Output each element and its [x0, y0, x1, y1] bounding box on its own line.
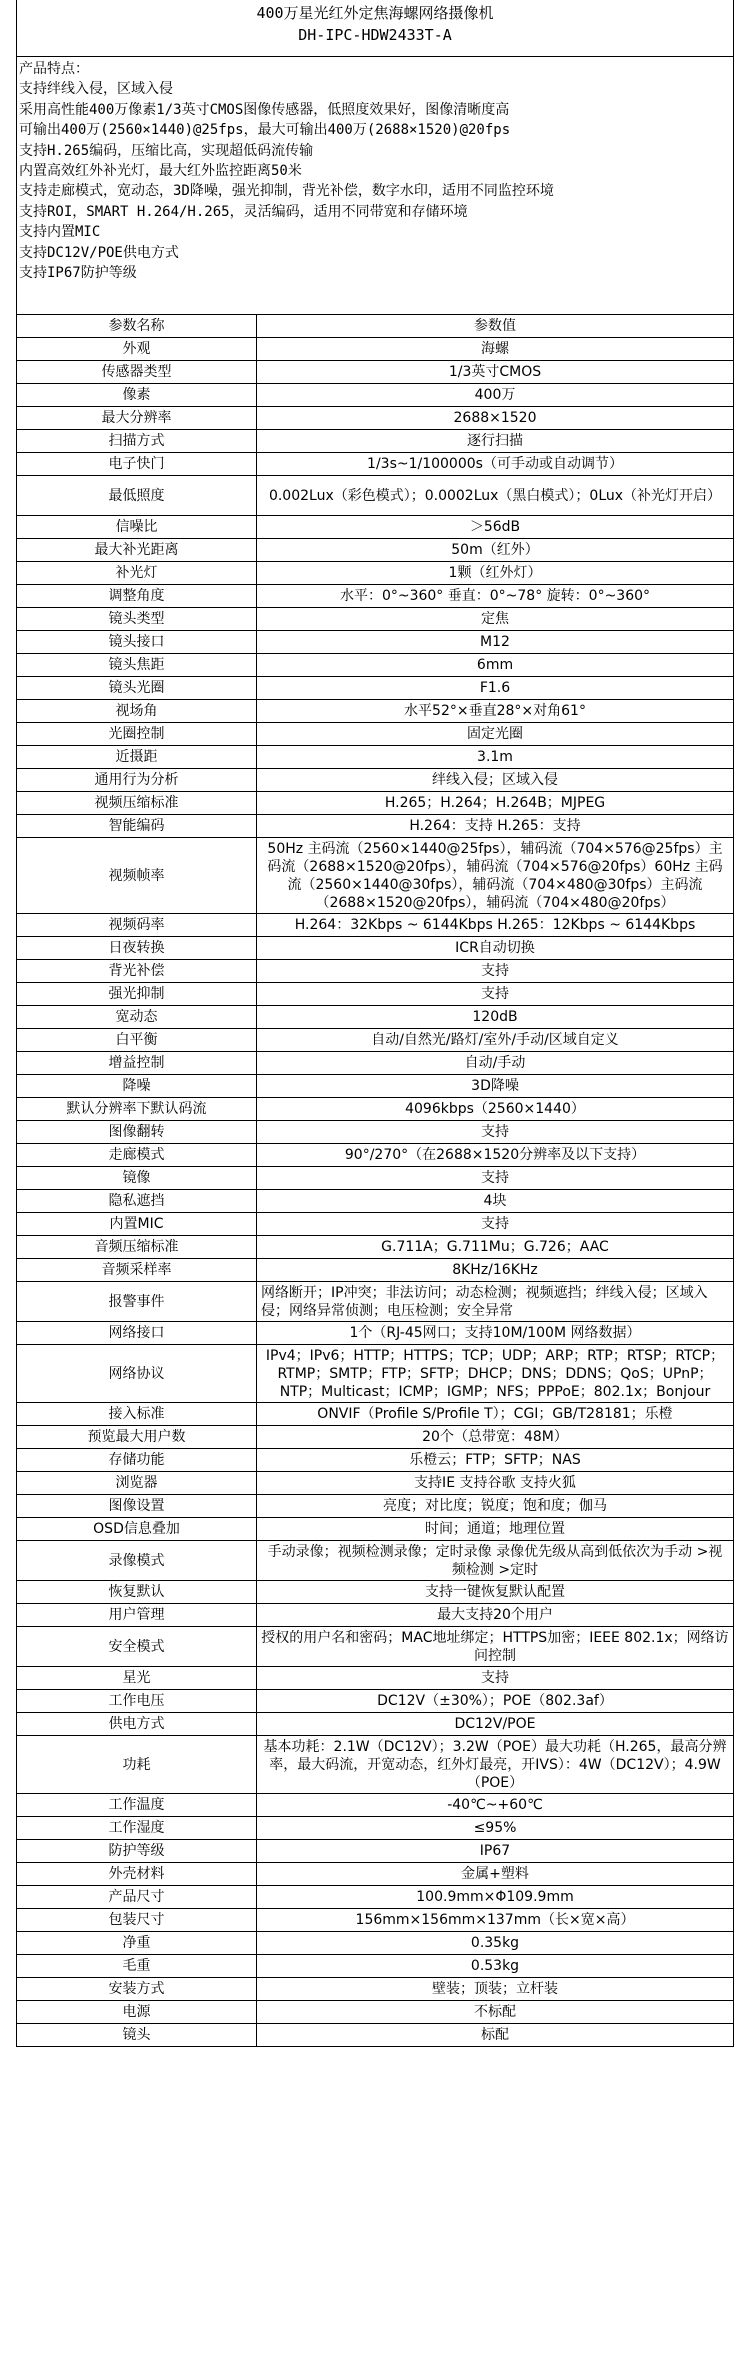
table-row: [17, 838, 734, 914]
param-name: 像素: [17, 384, 257, 407]
param-name: 网络协议: [17, 1345, 257, 1403]
table-row: [17, 1006, 734, 1029]
table-row: [17, 1322, 734, 1345]
title-block: [16, 0, 734, 56]
param-name: 毛重: [17, 1955, 257, 1978]
param-name: 镜头类型: [17, 608, 257, 631]
param-name: 产品尺寸: [17, 1886, 257, 1909]
feature-lines: [19, 79, 731, 283]
param-value: 2688×1520: [257, 407, 734, 430]
features-heading: 产品特点：: [19, 61, 89, 77]
param-value: 0.53kg: [257, 1955, 734, 1978]
spec-table: [16, 314, 734, 2047]
param-value: 逐行扫描: [257, 430, 734, 453]
feature-line: 采用高性能400万像素1/3英寸CMOS图像传感器，低照度效果好，图像清晰度高: [19, 101, 510, 118]
param-value: 授权的用户名和密码；MAC地址绑定；HTTPS加密；IEEE 802.1x；网络访问控制: [257, 1627, 734, 1667]
param-value: 支持IE 支持谷歌 支持火狐: [257, 1472, 734, 1495]
table-row: [17, 677, 734, 700]
param-name: 供电方式: [17, 1713, 257, 1736]
param-value: 支持: [257, 1667, 734, 1690]
feature-line: 内置高效红外补光灯，最大红外监控距离50米: [19, 163, 302, 180]
param-value: 0.35kg: [257, 1932, 734, 1955]
param-value: ≤95%: [257, 1817, 734, 1840]
param-value: 乐橙云；FTP；SFTP；NAS: [257, 1449, 734, 1472]
feature-line: 支持走廊模式，宽动态，3D降噪，强光抑制，背光补偿，数字水印，适用不同监控环境: [19, 183, 554, 200]
table-row: [17, 384, 734, 407]
param-value: 支持: [257, 983, 734, 1006]
param-name: 最大补光距离: [17, 539, 257, 562]
param-name: 视频帧率: [17, 838, 257, 914]
table-row: [17, 1098, 734, 1121]
param-value: 1/3英寸CMOS: [257, 361, 734, 384]
table-row: [17, 700, 734, 723]
table-row: [17, 1955, 734, 1978]
table-row: [17, 1840, 734, 1863]
table-row: [17, 1213, 734, 1236]
param-value: 自动/自然光/路灯/室外/手动/区域自定义: [257, 1029, 734, 1052]
table-header-row: [17, 315, 734, 338]
table-row: [17, 1690, 734, 1713]
table-row: [17, 1604, 734, 1627]
param-name: 存储功能: [17, 1449, 257, 1472]
table-row: [17, 1426, 734, 1449]
table-row: [17, 1978, 734, 2001]
param-name: 包装尺寸: [17, 1909, 257, 1932]
table-row: [17, 914, 734, 937]
param-name: 镜头: [17, 2024, 257, 2047]
table-row: [17, 1190, 734, 1213]
param-value: 标配: [257, 2024, 734, 2047]
param-name: 外壳材料: [17, 1863, 257, 1886]
param-value: H.265；H.264；H.264B；MJPEG: [257, 792, 734, 815]
param-name: 白平衡: [17, 1029, 257, 1052]
feature-line: 支持H.265编码，压缩比高，实现超低码流传输: [19, 142, 314, 159]
param-name: 安全模式: [17, 1627, 257, 1667]
param-name: 默认分辨率下默认码流: [17, 1098, 257, 1121]
param-value: F1.6: [257, 677, 734, 700]
feature-line: 支持内置MIC: [19, 224, 101, 241]
param-name: 星光: [17, 1667, 257, 1690]
param-value: 8KHz/16KHz: [257, 1259, 734, 1282]
table-row: [17, 1627, 734, 1667]
table-row: [17, 937, 734, 960]
table-row: [17, 476, 734, 516]
spec-sheet: [16, 0, 734, 2047]
table-row: [17, 1236, 734, 1259]
param-name: OSD信息叠加: [17, 1518, 257, 1541]
param-name: 增益控制: [17, 1052, 257, 1075]
table-row: [17, 1052, 734, 1075]
param-value: 4块: [257, 1190, 734, 1213]
param-value: 支持: [257, 1167, 734, 1190]
param-name: 光圈控制: [17, 723, 257, 746]
param-name: 镜头焦距: [17, 654, 257, 677]
param-name: 视频码率: [17, 914, 257, 937]
param-name: 音频压缩标准: [17, 1236, 257, 1259]
table-row: [17, 1345, 734, 1403]
table-row: [17, 361, 734, 384]
table-row: [17, 1259, 734, 1282]
table-row: [17, 769, 734, 792]
param-value: -40℃~+60℃: [257, 1794, 734, 1817]
table-row: [17, 983, 734, 1006]
param-value: 120dB: [257, 1006, 734, 1029]
feature-line: 可输出400万(2560×1440)@25fps，最大可输出400万(2688×1520)@20fps: [19, 122, 511, 139]
table-row: [17, 608, 734, 631]
table-row: [17, 539, 734, 562]
param-value: 6mm: [257, 654, 734, 677]
feature-line: 支持IP67防护等级: [19, 265, 137, 282]
param-name: 浏览器: [17, 1472, 257, 1495]
param-value: 手动录像；视频检测录像；定时录像 录像优先级从高到低依次为手动 >视频检测 >定时: [257, 1541, 734, 1581]
table-row: [17, 960, 734, 983]
param-name: 最低照度: [17, 476, 257, 516]
param-value: 3D降噪: [257, 1075, 734, 1098]
table-row: [17, 1667, 734, 1690]
table-row: [17, 1886, 734, 1909]
param-value: IPv4；IPv6；HTTP；HTTPS；TCP；UDP；ARP；RTP；RTSP；RTCP；RTMP；SMTP；FTP；SFTP；DHCP；DNS；DDNS；QoS；UPnP；NTP；Multicast；ICMP；IGMP；NFS；PPPoE；802.1x；Bonjour: [257, 1345, 734, 1403]
param-name: 内置MIC: [17, 1213, 257, 1236]
param-value: 金属+塑料: [257, 1863, 734, 1886]
param-value: 1个（RJ-45网口；支持10M/100M 网络数据）: [257, 1322, 734, 1345]
param-value: 50m（红外）: [257, 539, 734, 562]
param-value: 水平：0°~360° 垂直：0°~78° 旋转：0°~360°: [257, 585, 734, 608]
table-row: [17, 338, 734, 361]
param-name: 隐私遮挡: [17, 1190, 257, 1213]
table-row: [17, 1075, 734, 1098]
table-row: [17, 1029, 734, 1052]
param-value: 网络断开；IP冲突；非法访问；动态检测；视频遮挡；绊线入侵；区域入侵；网络异常侦测；电压检测；安全异常: [257, 1282, 734, 1322]
param-value: ＞56dB: [257, 516, 734, 539]
param-name: 镜头接口: [17, 631, 257, 654]
param-name: 恢复默认: [17, 1581, 257, 1604]
feature-line: 支持DC12V/POE供电方式: [19, 244, 179, 261]
header-param-name: 参数名称: [17, 315, 257, 338]
param-name: 图像翻转: [17, 1121, 257, 1144]
table-row: [17, 2024, 734, 2047]
table-row: [17, 1495, 734, 1518]
table-row: [17, 1909, 734, 1932]
product-title: 400万星光红外定焦海螺网络摄像机: [256, 4, 494, 22]
param-value: H.264：32Kbps ~ 6144Kbps H.265：12Kbps ~ 6144Kbps: [257, 914, 734, 937]
param-value: 4096kbps（2560×1440）: [257, 1098, 734, 1121]
param-name: 用户管理: [17, 1604, 257, 1627]
param-value: ICR自动切换: [257, 937, 734, 960]
param-name: 镜头光圈: [17, 677, 257, 700]
param-name: 传感器类型: [17, 361, 257, 384]
param-name: 接入标准: [17, 1403, 257, 1426]
param-name: 防护等级: [17, 1840, 257, 1863]
param-name: 日夜转换: [17, 937, 257, 960]
table-row: [17, 1713, 734, 1736]
param-value: 固定光圈: [257, 723, 734, 746]
table-row: [17, 792, 734, 815]
header-param-value: 参数值: [257, 315, 734, 338]
param-value: M12: [257, 631, 734, 654]
param-name: 安装方式: [17, 1978, 257, 2001]
table-row: [17, 430, 734, 453]
param-name: 扫描方式: [17, 430, 257, 453]
param-name: 预览最大用户数: [17, 1426, 257, 1449]
param-name: 降噪: [17, 1075, 257, 1098]
param-name: 补光灯: [17, 562, 257, 585]
param-name: 图像设置: [17, 1495, 257, 1518]
param-name: 外观: [17, 338, 257, 361]
param-name: 视频压缩标准: [17, 792, 257, 815]
param-value: 自动/手动: [257, 1052, 734, 1075]
param-name: 调整角度: [17, 585, 257, 608]
param-value: 支持: [257, 1121, 734, 1144]
param-value: 亮度；对比度；锐度；饱和度；伽马: [257, 1495, 734, 1518]
table-row: [17, 1794, 734, 1817]
param-value: 支持: [257, 1213, 734, 1236]
param-name: 音频采样率: [17, 1259, 257, 1282]
table-row: [17, 1863, 734, 1886]
feature-line: 支持ROI，SMART H.264/H.265，灵活编码，适用不同带宽和存储环境: [19, 203, 468, 220]
param-value: 100.9mm×Φ109.9mm: [257, 1886, 734, 1909]
param-name: 背光补偿: [17, 960, 257, 983]
param-name: 信噪比: [17, 516, 257, 539]
table-row: [17, 1167, 734, 1190]
param-name: 近摄距: [17, 746, 257, 769]
table-row: [17, 1403, 734, 1426]
table-row: [17, 453, 734, 476]
table-row: [17, 516, 734, 539]
param-name: 视场角: [17, 700, 257, 723]
table-row: [17, 1541, 734, 1581]
param-value: DC12V/POE: [257, 1713, 734, 1736]
param-name: 工作电压: [17, 1690, 257, 1713]
param-value: 支持一键恢复默认配置: [257, 1581, 734, 1604]
table-row: [17, 1817, 734, 1840]
param-value: 基本功耗：2.1W（DC12V）；3.2W（POE）最大功耗（H.265，最高分辨率，最大码流，开宽动态，红外灯最亮，开IVS）：4W（DC12V）；4.9W（POE）: [257, 1736, 734, 1794]
param-value: 水平52°×垂直28°×对角61°: [257, 700, 734, 723]
param-value: 最大支持20个用户: [257, 1604, 734, 1627]
param-value: 定焦: [257, 608, 734, 631]
table-row: [17, 1144, 734, 1167]
table-row: [17, 585, 734, 608]
param-name: 工作湿度: [17, 1817, 257, 1840]
param-value: 3.1m: [257, 746, 734, 769]
param-value: 400万: [257, 384, 734, 407]
table-row: [17, 562, 734, 585]
table-row: [17, 1736, 734, 1794]
param-value: 绊线入侵；区域入侵: [257, 769, 734, 792]
param-value: 90°/270°（在2688×1520分辨率及以下支持）: [257, 1144, 734, 1167]
param-name: 智能编码: [17, 815, 257, 838]
table-row: [17, 1518, 734, 1541]
feature-line: 支持绊线入侵，区域入侵: [19, 81, 173, 98]
param-name: 电源: [17, 2001, 257, 2024]
param-name: 净重: [17, 1932, 257, 1955]
table-row: [17, 815, 734, 838]
param-name: 通用行为分析: [17, 769, 257, 792]
param-value: 156mm×156mm×137mm（长×宽×高）: [257, 1909, 734, 1932]
param-value: 支持: [257, 960, 734, 983]
param-name: 报警事件: [17, 1282, 257, 1322]
param-name: 强光抑制: [17, 983, 257, 1006]
features-list: [16, 56, 734, 314]
param-value: 50Hz 主码流（2560×1440@25fps），辅码流（704×576@25fps）主码流（2688×1520@20fps），辅码流（704×576@20fps）60Hz 主码流（2560×1440@30fps），辅码流（704×480@30fps）主码流（2688×1520@20fps），辅码流（704×480@20fps）: [257, 838, 734, 914]
param-name: 宽动态: [17, 1006, 257, 1029]
param-value: H.264：支持 H.265：支持: [257, 815, 734, 838]
param-name: 网络接口: [17, 1322, 257, 1345]
param-value: ONVIF（Profile S/Profile T）；CGI；GB/T28181；乐橙: [257, 1403, 734, 1426]
table-row: [17, 1282, 734, 1322]
table-row: [17, 723, 734, 746]
table-row: [17, 1449, 734, 1472]
param-value: 海螺: [257, 338, 734, 361]
param-name: 镜像: [17, 1167, 257, 1190]
param-name: 录像模式: [17, 1541, 257, 1581]
table-row: [17, 1121, 734, 1144]
table-row: [17, 654, 734, 677]
param-name: 最大分辨率: [17, 407, 257, 430]
param-name: 工作温度: [17, 1794, 257, 1817]
param-value: 0.002Lux（彩色模式）；0.0002Lux（黑白模式）；0Lux（补光灯开启）: [257, 476, 734, 516]
param-value: G.711A；G.711Mu；G.726；AAC: [257, 1236, 734, 1259]
table-row: [17, 746, 734, 769]
product-model: DH-IPC-HDW2433T-A: [298, 26, 452, 44]
param-value: DC12V（±30%）；POE（802.3af）: [257, 1690, 734, 1713]
table-row: [17, 1932, 734, 1955]
param-value: 20个（总带宽：48M）: [257, 1426, 734, 1449]
table-row: [17, 1472, 734, 1495]
param-value: 1颗（红外灯）: [257, 562, 734, 585]
param-name: 走廊模式: [17, 1144, 257, 1167]
param-value: 1/3s~1/100000s（可手动或自动调节）: [257, 453, 734, 476]
param-value: 不标配: [257, 2001, 734, 2024]
table-row: [17, 407, 734, 430]
param-name: 功耗: [17, 1736, 257, 1794]
param-value: 时间；通道；地理位置: [257, 1518, 734, 1541]
table-row: [17, 2001, 734, 2024]
param-value: 壁装；顶装；立杆装: [257, 1978, 734, 2001]
table-row: [17, 631, 734, 654]
table-row: [17, 1581, 734, 1604]
param-value: IP67: [257, 1840, 734, 1863]
param-name: 电子快门: [17, 453, 257, 476]
